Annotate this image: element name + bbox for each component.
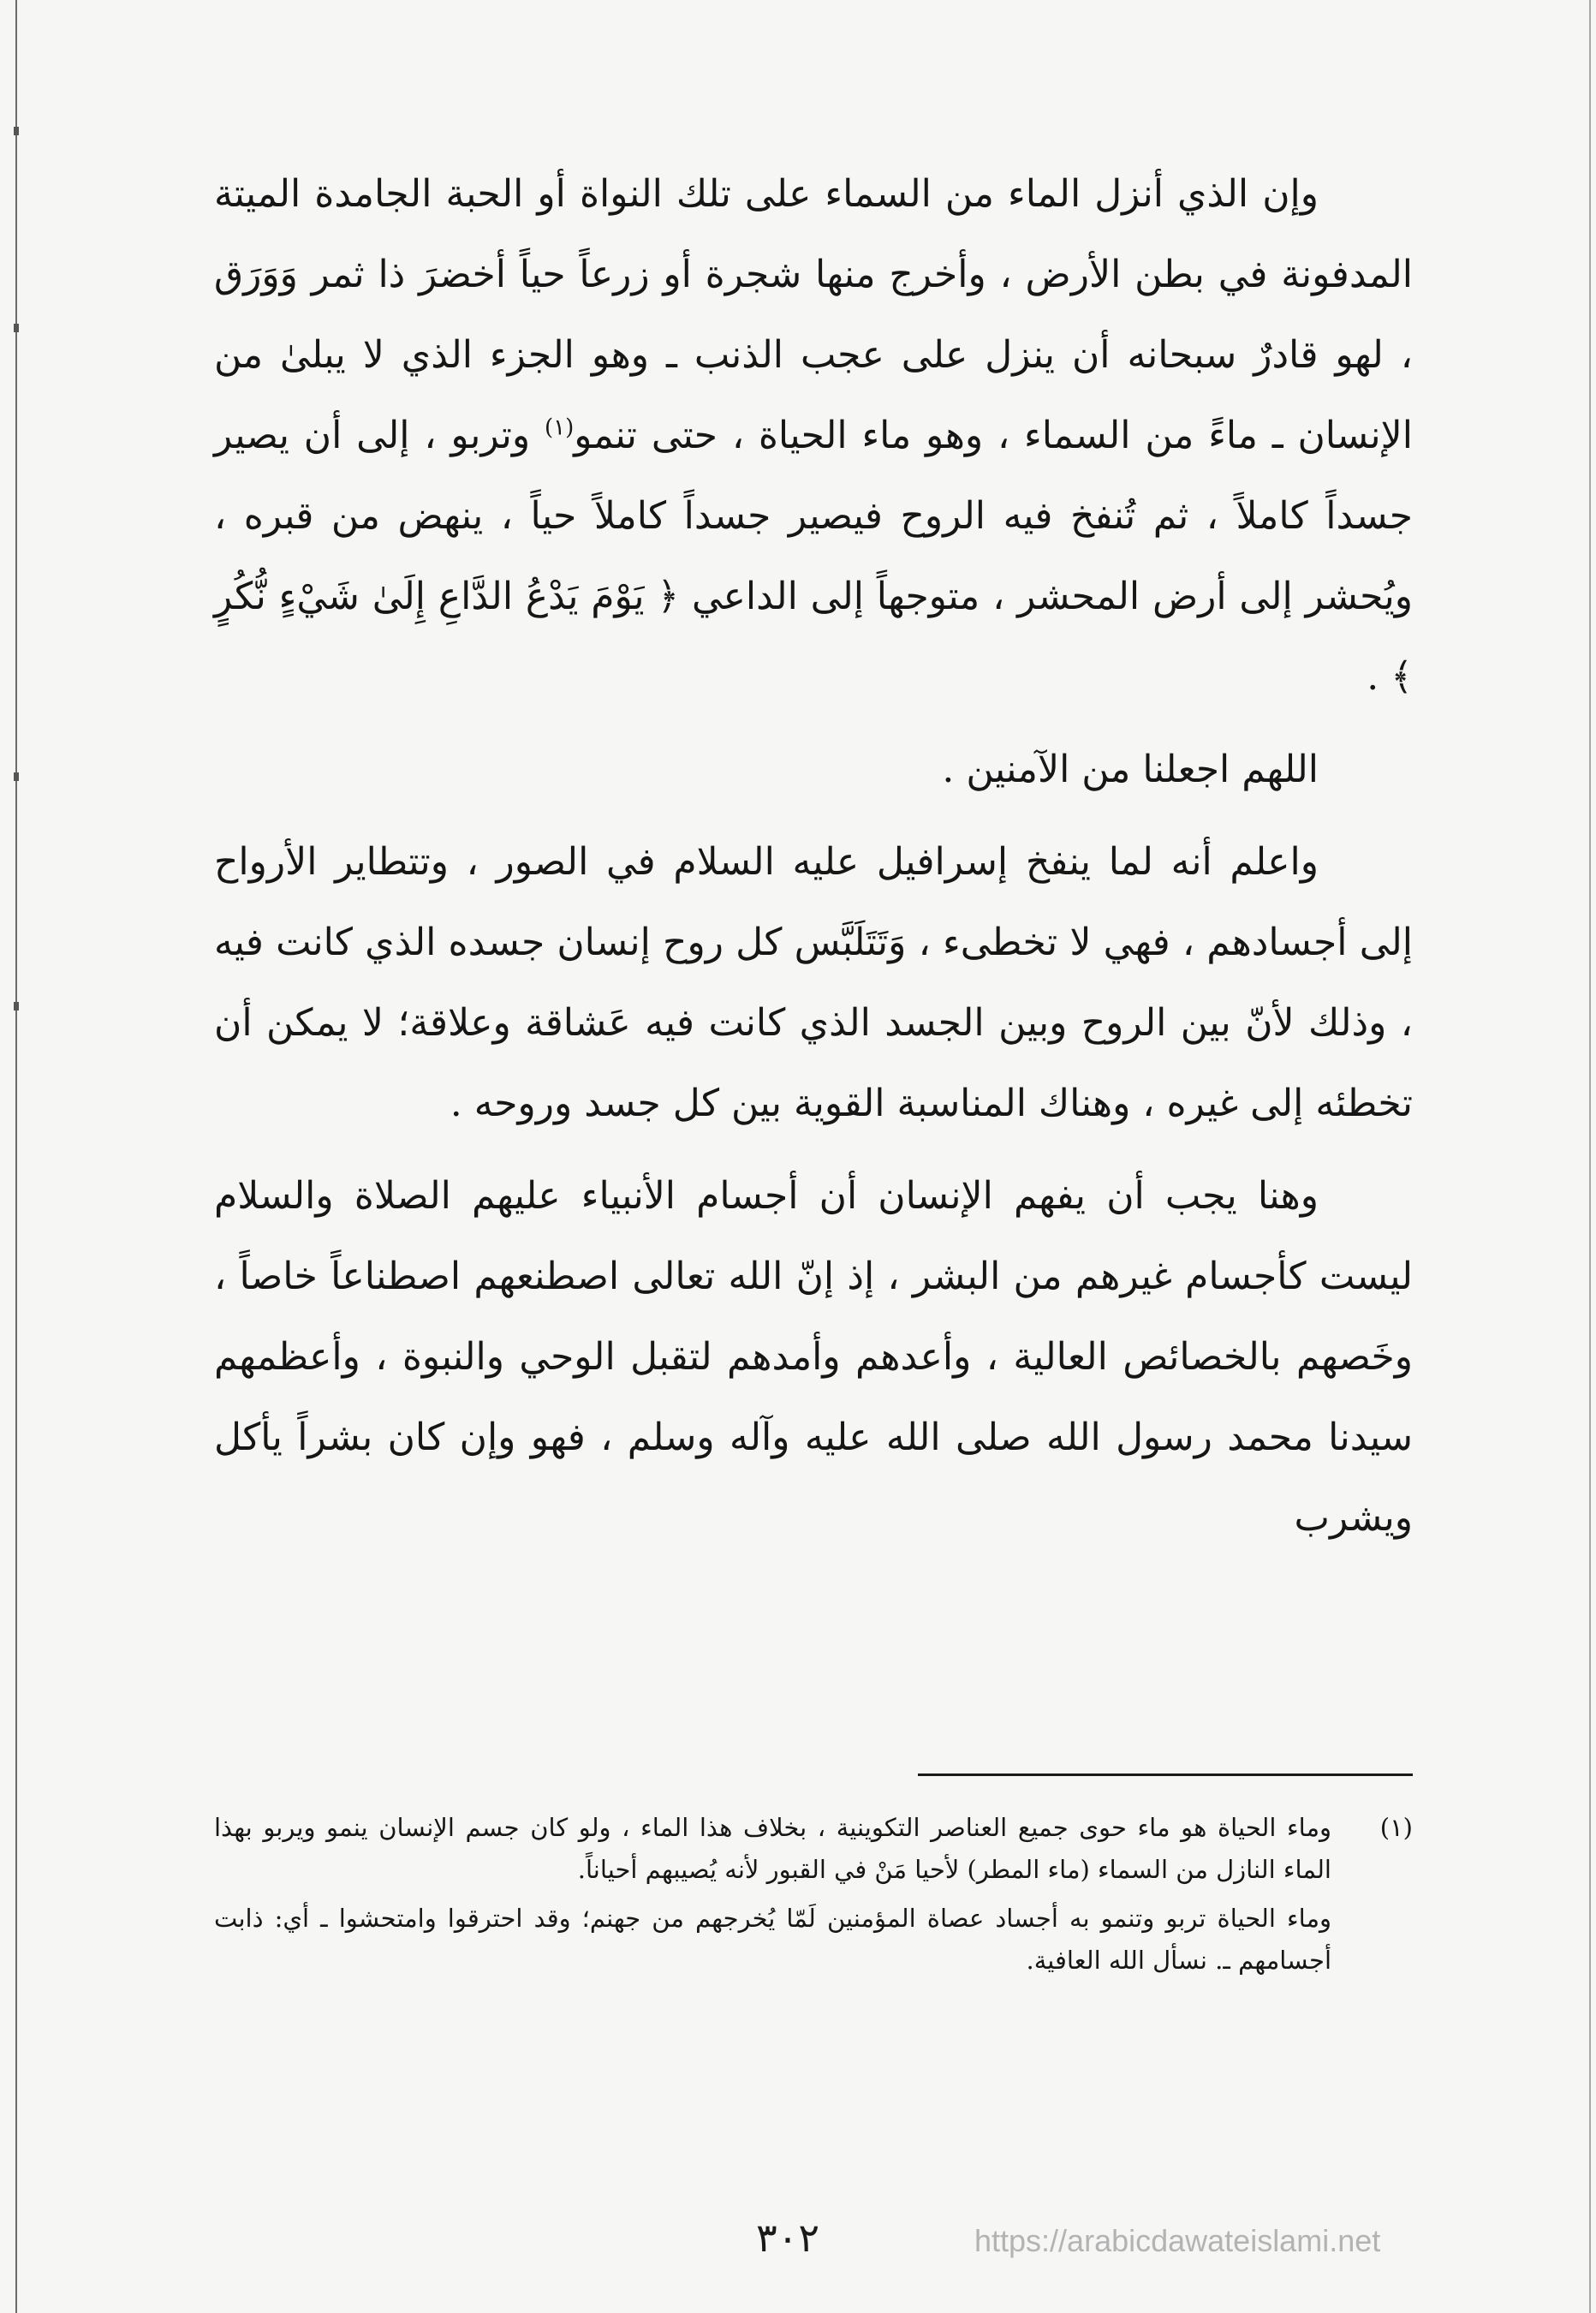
page-edge-left bbox=[15, 0, 17, 2313]
footnote-number: (١) bbox=[1379, 1813, 1413, 1842]
watermark-url: https://arabicdawateislami.net bbox=[974, 2223, 1381, 2258]
paragraph-1-text: وإن الذي أنزل الماء من السماء على تلك النواة أو الحبة الجامدة الميتة المدفونة في بطن الأرض ، وأخرج منها شجرة أو زرعاً حياً أخضرَ ذا ثمر وَوَرَق ، لهو قادرٌ سبحانه أن ينزل على عجب الذنب ـ وهو الجزء الذي لا يبلىٰ من الإنسان ـ ماءً من السماء ، وهو ماء الحياة ، حتى تنمو bbox=[214, 172, 1414, 457]
page-number: ٣٠٢ bbox=[755, 2215, 820, 2261]
footnote-reference: (١) bbox=[545, 414, 575, 441]
footnotes bbox=[214, 1807, 1413, 1982]
paragraph-2: اللهم اجعلنا من الآمنين . bbox=[942, 748, 1319, 791]
page-edge-right bbox=[1589, 0, 1591, 2313]
footnote-text: وماء الحياة هو ماء حوى جميع العناصر التكوينية ، بخلاف هذا الماء ، ولو كان جسم الإنسان ينمو ويربو بهذا الماء النازل من السماء (ماء المطر) لأحيا مَنْ في القبور لأنه يُصيبهم أحياناً. bbox=[214, 1813, 1331, 1884]
edge-mark bbox=[14, 772, 19, 781]
paragraph-1-continued: وتربو ، إلى أن يصير جسداً كاملاً ، ثم تُنفخ فيه الروح فيصير جسداً كاملاً حياً ، ينهض من قبره ، ويُحشر إلى أرض المحشر ، متوجهاً إلى الداعي ﴿ يَوْمَ يَدْعُ الدَّاعِ إِلَىٰ شَيْءٍ نُّكُرٍ ﴾ . bbox=[214, 414, 1413, 699]
footnote-1 bbox=[214, 1807, 1413, 1891]
edge-mark bbox=[14, 324, 19, 332]
edge-mark bbox=[14, 1002, 19, 1010]
paragraph-3: واعلم أنه لما ينفخ إسرافيل عليه السلام في الصور ، وتتطاير الأرواح إلى أجسادهم ، فهي لا تخطىء ، وَتَتَلَبَّس كل روح إنسان جسده الذي كانت فيه ، وذلك لأنّ بين الروح وبين الجسد الذي كانت فيه عَشاقة وعلاقة؛ لا يمكن أن تخطئه إلى غيره ، وهناك المناسبة القوية بين كل جسد وروحه . bbox=[214, 840, 1413, 1125]
edge-mark bbox=[14, 127, 19, 135]
paragraph-4: وهنا يجب أن يفهم الإنسان أن أجسام الأنبياء عليهم الصلاة والسلام ليست كأجسام غيرهم من البشر ، إذ إنّ الله تعالى اصطنعهم اصطناعاً خاصاً ، وخَصهم بالخصائص العالية ، وأعدهم وأمدهم لتقبل الوحي والنبوة ، وأعظمهم سيدنا محمد رسول الله صلى الله عليه وآله وسلم ، فهو وإن كان بشراً يأكل ويشرب bbox=[214, 1174, 1414, 1540]
paragraph-1 bbox=[214, 154, 1413, 718]
main-text bbox=[214, 154, 1413, 1571]
footnote-continuation: وماء الحياة تربو وتنمو به أجساد عصاة المؤمنين لَمّا يُخرجهم من جهنم؛ وقد احترقوا وامتحشوا ـ أي: ذابت أجسامهم ـ. نسأل الله العافية. bbox=[214, 1904, 1331, 1975]
footnote-separator bbox=[918, 1773, 1413, 1776]
